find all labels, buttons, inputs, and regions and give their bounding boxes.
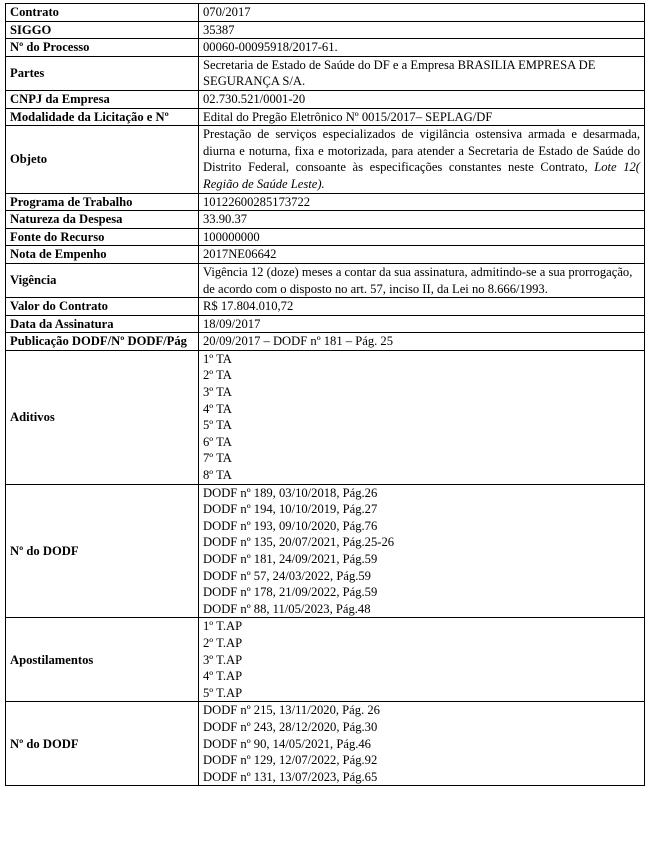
list-item: 1º T.AP [203,619,243,634]
value-fonte: 100000000 [199,228,645,246]
label-cnpj: CNPJ da Empresa [6,90,199,108]
label-siggo: SIGGO [6,21,199,39]
list-item: DODF nº 193, 09/10/2020, Pág.76 [203,518,378,533]
label-empenho: Nota de Empenho [6,246,199,264]
label-processo: Nº do Processo [6,39,199,57]
list-item: 1º TA [203,351,232,366]
row-publicacao [6,333,645,351]
list-item: 3º TA [203,385,232,400]
list-item: DODF nº 131, 13/07/2023, Pág.65 [203,769,378,784]
label-natureza: Natureza da Despesa [6,211,199,229]
label-vigencia: Vigência [6,263,199,297]
list-item: 6º TA [203,434,232,449]
value-cnpj: 02.730.521/0001-20 [199,90,645,108]
label-partes: Partes [6,56,199,90]
row-natureza [6,211,645,229]
value-natureza: 33.90.37 [199,211,645,229]
list-item: DODF nº 178, 21/09/2022, Pág.59 [203,585,378,600]
value-contrato: 070/2017 [199,4,645,22]
value-apostilamentos [199,618,645,702]
value-processo: 00060-00095918/2017-61. [199,39,645,57]
label-dodf-aditivos: Nº do DODF [6,484,199,618]
label-objeto: Objeto [6,126,199,193]
value-partes: Secretaria de Estado de Saúde do DF e a Empresa BRASILIA EMPRESA DE SEGURANÇA S/A. [199,56,645,90]
label-contrato: Contrato [6,4,199,22]
row-data [6,315,645,333]
label-fonte: Fonte do Recurso [6,228,199,246]
row-dodf-aditivos [6,484,645,618]
value-valor: R$ 17.804.010,72 [199,298,645,316]
list-item: 5º TA [203,418,232,433]
row-processo [6,39,645,57]
row-partes [6,56,645,90]
value-modalidade: Edital do Pregão Eletrônico Nº 0015/2017– SEPLAG/DF [199,108,645,126]
value-publicacao: 20/09/2017 – DODF nº 181 – Pág. 25 [199,333,645,351]
value-programa: 10122600285173722 [199,193,645,211]
list-item: DODF nº 243, 28/12/2020, Pág.30 [203,719,378,734]
list-item: 2º T.AP [203,635,243,650]
row-aditivos [6,350,645,484]
list-item: 4º T.AP [203,669,243,684]
contract-summary-table [5,3,645,786]
list-item: DODF nº 129, 12/07/2022, Pág.92 [203,753,378,768]
value-data: 18/09/2017 [199,315,645,333]
label-programa: Programa de Trabalho [6,193,199,211]
value-dodf-apostilamentos [199,702,645,786]
list-item: DODF nº 189, 03/10/2018, Pág.26 [203,485,378,500]
list-item: 8º TA [203,468,232,483]
row-valor [6,298,645,316]
list-item: DODF nº 181, 24/09/2021, Pág.59 [203,552,378,566]
objeto-text: Prestação de serviços especializados de vigilância ostensiva armada e desarmada, diurna e noturna, fixa e motorizada, para atender a Secretaria de Estado de Saúde do Distrito Federal, consoante às especificações constantes neste Contrato, [203,127,640,175]
value-empenho: 2017NE06642 [199,246,645,264]
label-aditivos: Aditivos [6,350,199,484]
list-item: 2º TA [203,368,232,383]
value-objeto [199,126,645,193]
row-siggo [6,21,645,39]
label-valor: Valor do Contrato [6,298,199,316]
label-publicacao: Publicação DODF/Nº DODF/Pág [6,333,199,351]
list-item: DODF nº 90, 14/05/2021, Pág.46 [203,736,371,751]
list-item: DODF nº 215, 13/11/2020, Pág. 26 [203,703,380,718]
value-aditivos [199,350,645,484]
row-modalidade [6,108,645,126]
objeto-lote: Lote 12( Região de Saúde Leste). [203,160,641,191]
list-item: DODF nº 135, 20/07/2021, Pág.25-26 [203,535,395,550]
row-fonte [6,228,645,246]
value-dodf-aditivos [199,484,645,618]
list-item: 7º TA [203,451,232,466]
label-apostilamentos: Apostilamentos [6,618,199,702]
row-vigencia [6,263,645,297]
value-siggo: 35387 [199,21,645,39]
row-apostilamentos [6,618,645,702]
row-cnpj [6,90,645,108]
row-dodf-apostilamentos [6,702,645,786]
list-item: 5º T.AP [203,685,243,700]
list-item: DODF nº 88, 11/05/2023, Pág.48 [203,601,371,616]
list-item: 3º T.AP [203,652,243,667]
list-item: 4º TA [203,401,232,416]
label-modalidade: Modalidade da Licitação e Nº [6,108,199,126]
row-objeto [6,126,645,193]
row-programa [6,193,645,211]
list-item: DODF nº 194, 10/10/2019, Pág.27 [203,502,378,517]
list-item: DODF nº 57, 24/03/2022, Pág.59 [203,568,371,583]
row-empenho [6,246,645,264]
label-dodf-apostilamentos: Nº do DODF [6,702,199,786]
row-contrato [6,4,645,22]
value-vigencia: Vigência 12 (doze) meses a contar da sua assinatura, admitindo-se a sua prorrogação, de acordo com o disposto no art. 57, inciso II, da Lei no 8.666/1993. [199,263,645,297]
label-data: Data da Assinatura [6,315,199,333]
